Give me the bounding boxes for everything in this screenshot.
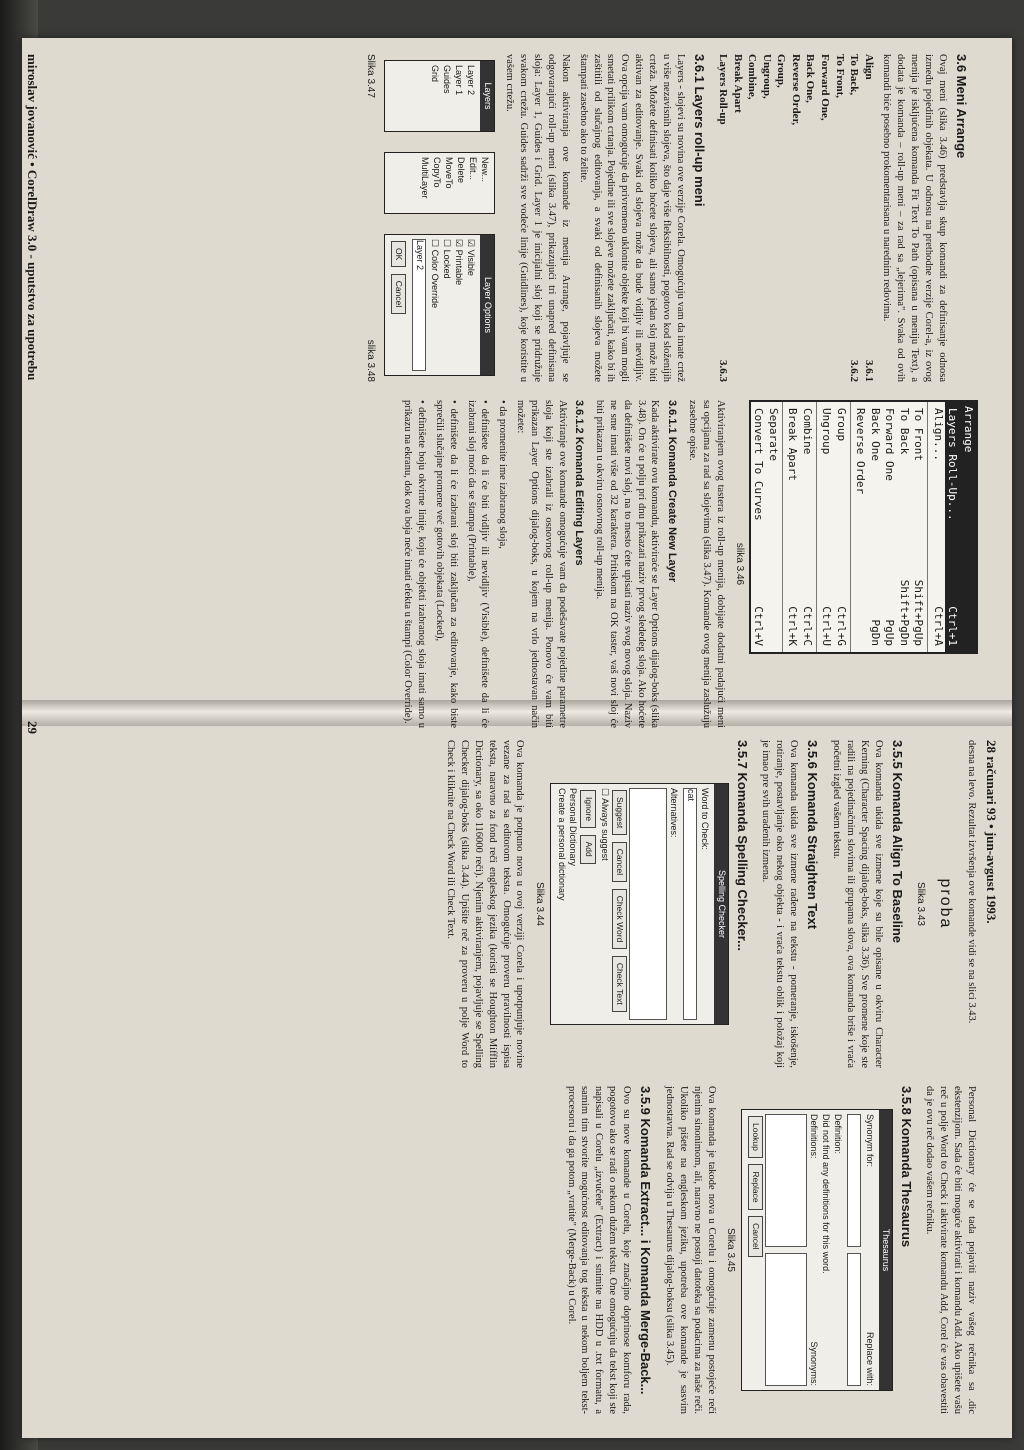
list-item[interactable]: Layer 2 (465, 65, 476, 96)
paragraph: Personal Dictionary će se tada pojaviti naziv vašeg rečnika sa .dic ekstenzijom. Sada će biti moguće aktivirati i komandu Add. Ako upišete vašu reč u polje Word to Check i aktivirate komandu Add, Corel će vas obavestiti da je ovu reč dodao vašem rečniku. (924, 1086, 977, 1414)
checkbox[interactable]: ☐ Always suggest (599, 788, 610, 861)
heading-meni-arrange: 3.6 Meni Arrange (954, 54, 969, 159)
heading-layers-rollup: 3.6.1 Layers roll-up meni (691, 54, 707, 207)
toc-row: To Front, (833, 54, 846, 99)
checkbox[interactable]: ☑ Printable (453, 239, 464, 286)
page-29 (22, 44, 1002, 744)
menu-item[interactable]: Reverse Order (854, 408, 868, 495)
toc-row: Group, (775, 54, 788, 88)
column-2 (396, 400, 978, 728)
cancel-button[interactable]: Cancel (612, 842, 627, 882)
cancel-button[interactable]: Cancel (748, 1216, 763, 1256)
alternatives-list[interactable] (629, 788, 667, 1020)
window-title: Layer Options (480, 235, 494, 375)
synonym-input[interactable] (847, 1114, 861, 1247)
spelling-checker-dialog: Spelling Checker Word to Check: cat Alternatives: Suggest Cancel Check Word Check Text ☐ Always suggest Ignore Add Personal Dictionary Create a personal dictionary (550, 783, 730, 1025)
paragraph: desna na levo. Rezultat izvršenja ove komande vidi se na slici 3.43. (966, 740, 977, 1024)
heading: 3.5.7 Komanda Spelling Checker... (734, 740, 750, 951)
check-word-button[interactable]: Check Word (612, 889, 627, 950)
layer-options-dialog (384, 234, 495, 376)
proba-sample: proba (937, 878, 955, 930)
menu-item[interactable]: Combine Ctrl+C (800, 408, 814, 646)
page-number: 29 (25, 721, 41, 734)
menu-item[interactable]: Edit... (467, 157, 478, 181)
paragraph: Nakon aktiviranja ove komande iz menija Arrange, pojavljuje se odgovarajući roll-up meni (slika 3.47), prikazujući tri unapred definisana sloja: Layer 1, Guides i Grid. Layer 1 je inicijalni sloj koji se pridružuje svakom crtežu. Guides sadrži sve vodeće linije (Guidlines), koje koristite u vašem crtežu. (504, 54, 571, 382)
heading: 3.5.9 Komanda Extract... i Komanda Merge-Back... (638, 1086, 654, 1395)
menu-item[interactable]: To Back Shift+PgDn (897, 408, 911, 646)
toc-row: Forward One, (819, 54, 831, 121)
menu-item[interactable]: MoveTo (443, 157, 454, 189)
list-item[interactable]: Grid (430, 65, 441, 83)
list-item[interactable]: Guides (441, 65, 452, 94)
heading: 3.5.5 Komanda Align To Baseline (889, 740, 905, 943)
ignore-button[interactable]: Ignore (580, 790, 595, 828)
menu-item[interactable]: Break Apart Ctrl+K (786, 408, 800, 646)
column-2 (560, 1086, 978, 1414)
checkbox[interactable]: ☑ Visible (465, 239, 476, 276)
page-28 (22, 730, 1002, 1430)
menu-title[interactable]: Arrange (959, 402, 976, 652)
heading: 3.6.1.2 Komanda Editing Layers (573, 400, 586, 566)
replace-input[interactable] (847, 1253, 861, 1386)
toc-row: Reverse Order, (789, 54, 802, 126)
definitions-list[interactable] (765, 1114, 807, 1247)
caption: slika 3.46 (733, 542, 745, 586)
window-title: Thesaurus (879, 1110, 893, 1390)
paragraph: Kada aktivirate ovu komandu, aktiviraće se Layer Options dijalog-boks (slika 3.48). On će u polju pri dnu prikazati naziv prvog slededeg sloja. Ako hoćete da definišete novi sloj, na to mesto ćete upisati naziv svog novog sloja. Naziv ne sme imati više od 32 karaktera. Pritiskom na OK taster, vaš novi sloj će biti prikazan u okviru osnovnog roll-up menija. (594, 400, 661, 728)
lookup-button[interactable]: Lookup (748, 1116, 763, 1158)
paragraph: Ovo su nove komande u Corelu, koje značajno doprinose komforu rada, pogotovo ako se radi o nekom dužem tekstu. One omogućuju da tekst koji ste napisali u Corelu „izvučete" (Extract) i snimite na HDD u .txt formatu, a samim tim stvorite mogućnost editovanja tog teksta u nekom boljem tekst-procesoru i da ga potom „vratite" (Merge-Back) u Corel. (565, 1086, 633, 1414)
ok-button[interactable]: OK (391, 241, 406, 267)
toc-row: Align 3.6.1 (862, 54, 875, 382)
checkbox[interactable]: ☐ Locked (441, 239, 452, 279)
paragraph: Aktiviranjem ovog tastera iz roll-up menija, dobijate dodatni padajući meni sa opcijama za rad sa slojevima (slika 3.47). Komande ovog menija zaslužuju zasebne opise. (686, 400, 726, 728)
word-to-check-input[interactable]: cat (683, 788, 697, 1020)
menu-item[interactable]: To Front Shift+PgUp (912, 408, 926, 646)
menu-item[interactable]: Layers Roll-Up... Ctrl+1 (945, 402, 960, 652)
layers-options-menu (384, 152, 495, 214)
column-1 (358, 54, 978, 382)
checkbox[interactable]: ☐ Color Override (430, 239, 441, 309)
paragraph: Ova komanda ukida sve izmene koje su bile opisane u okviru Character Kerning (Character Spacing dijalog-boks, slika 3.36). Sve promene koje ste radili na pojedinačnim slovima ili grupama slova, ova komanda briše i vraća početni izgled vašem tekstu. (831, 740, 884, 1068)
column-1 (439, 740, 978, 1068)
menu-item[interactable]: Convert To Curves Ctrl+V (752, 408, 766, 646)
arrange-menu (749, 400, 978, 654)
toc-row: Back One, (804, 54, 817, 103)
window-title: Spelling Checker (714, 784, 728, 1024)
list-item: • definišete da li će izabrani sloj biti zaključan za editovanje, kako biste sprečili slučajne promene već gotovih objekata (Locked), (433, 400, 459, 728)
toc-list (716, 54, 876, 382)
toc-row: Break Apart (731, 54, 744, 113)
heading: 3.5.6 Komanda Straighten Text (805, 740, 821, 930)
menu-item[interactable]: Ungroup Ctrl+U (820, 408, 834, 646)
thesaurus-dialog: Thesaurus Synonym for: Replace with: Definition: Did not find any definitions for this word. Definitions: Synonyms: Lookup Replace Cancel (741, 1109, 894, 1391)
suggest-button[interactable]: Suggest (612, 790, 627, 835)
caption: Slika 3.43 (915, 882, 927, 926)
menu-item[interactable]: CopyTo (432, 157, 443, 188)
replace-button[interactable]: Replace (748, 1164, 763, 1209)
heading: 3.6.1.1 Komanda Create New Layer (666, 400, 679, 583)
toc-row: Layers Roll-up 3.6.3 (717, 54, 730, 382)
menu-item[interactable]: MultiLayer (420, 157, 431, 199)
toc-row: To Back, 3.6.2 (848, 54, 861, 382)
paragraph: Ova komanda je potpuno nova u ovoj verziji Corela i upotpunjuje novine vezane za rad sa editorom teksta. Omogućuje proveru pravilnosti ispisa teksta, naravno za fond reči engleskog jezika (koristi se Houghton Mifflin Dictionary, sa oko 116000 reči). Njenim aktiviranjem, pojavljuje se Spelling Checker dijalog-boks (slika 3.44). Upišite reč za proveru u polje Word to Check i kliknite na Check Word ili Check Text. (445, 740, 526, 1068)
list-item: • definišete da li će biti vidljiv ili nevidljiv (Visible), definišete da li će izabrani sloj moći da se štampa (Printable), (465, 400, 491, 728)
paragraph: Ova komanda je takode nova u Corelu i omogućuje zamenu postojeće reči njenim sinonimom, ali, naravno ne postoji datoteka sa podacima za naše reči. Ukoliko pišete na engleskom jeziku, upotreba ove komande je sasvim jednostavna. Rad se odvija u Thesaurus dijalog-boksu (slika 3.45). (664, 1086, 717, 1414)
caption: slika 3.48 (364, 339, 376, 382)
menu-item[interactable]: Separate (766, 408, 780, 461)
paragraph: Layers - slojevi su novina ove verzije Corela. Omogućuju vam da imate crtež u više nezavisnih slojeva, što daje više fleksibilnosti, pogotovo kod složenijih crteža. Možete definisati koliko hoćete slojeva, ali samo jedan sloj može biti aktivan za editovanje. Svaki od slojeva može da bude vidljiv ili nevidljiv. Ova opcija vam omogućuje da privremeno uklonite objekte koji bi vam mogli smetati prilikom crtanja. Pojedine ili sve slojeve možete zaključati, kako bi ih zaštitili od slučajnog editovanja, a svaki od definisanih slojeva možete štampati zasebno ako to želite. (577, 54, 686, 382)
list-item: • definišete boju okvirne linije, koju će objekti izabranog sloja imati samo u prikazu na ekranu, dok ova boja neće imati efekta u štampi (Color Override). (402, 400, 427, 728)
heading: 3.5.8 Komanda Thesaurus (898, 1086, 914, 1248)
caption: Slika 3.45 (724, 1228, 736, 1272)
synonyms-list[interactable] (765, 1253, 807, 1386)
window-title: Layers (480, 61, 494, 131)
paragraph: Ovaj meni (slika 3.46) predstavlja skup komandi za definisanje odnosa između pojedinih objekata. U odnosu na prethodne verzije Corel-a, iz ovog menija je iskljućena komanda Fit Text To Path (opisana u meniju Text), a dodata je komanda – roll-up meni – za rad sa „lejerima". Svaka od ovih komandi biće posebno prokomentarisana u narednim redovima. (881, 54, 948, 382)
menu-item[interactable]: Group Ctrl+G (834, 408, 848, 646)
toc-row: Combine, (746, 54, 759, 100)
check-text-button[interactable]: Check Text (612, 956, 627, 1012)
page-footer: miroslav jovanović • CorelDraw 3.0 - uputstvo za upotrebu 29 (25, 54, 41, 734)
toc-row: Ungroup, (760, 54, 773, 99)
list-item[interactable]: Layer 1 (453, 65, 464, 96)
layer-name-field[interactable]: Layer 2 (412, 239, 426, 371)
page-header: 28 računari 93 • jun-avgust 1993. (984, 740, 999, 924)
layers-rollup-window (384, 60, 495, 132)
menu-item[interactable]: Align... Ctrl+A (931, 408, 945, 646)
menu-item[interactable]: Forward One PgUp (883, 408, 897, 646)
menu-item[interactable]: Delete (455, 157, 466, 184)
paragraph: Aktiviranje ove komande omogućuje vam da podešavate pojedine parametre sloja koji ste izabrali iz osnovnog roll-up menija. Ponovo će vam biti prikazan Layer Options dijalog-boks, u kojem na vrlo jednostavan način možete: (515, 400, 568, 728)
caption: Slika 3.47 (364, 54, 376, 98)
add-button[interactable]: Add (580, 835, 595, 864)
caption: Slika 3.44 (533, 882, 545, 926)
cancel-button[interactable]: Cancel (391, 274, 406, 314)
list-item: • da promenite ime izabranog sloja, (497, 400, 509, 549)
menu-item[interactable]: New... (479, 157, 490, 183)
paragraph: Ova komanda ukida sve izmene rađene na tekstu - pomeranje, iskošenje, rotiranje, postavljanje oko nekog objekta - i vraća tekstu oblik i položaj koji je imao pre svih urađenih izmena. (760, 740, 800, 1068)
menu-item[interactable]: Back One PgDn (868, 408, 882, 646)
